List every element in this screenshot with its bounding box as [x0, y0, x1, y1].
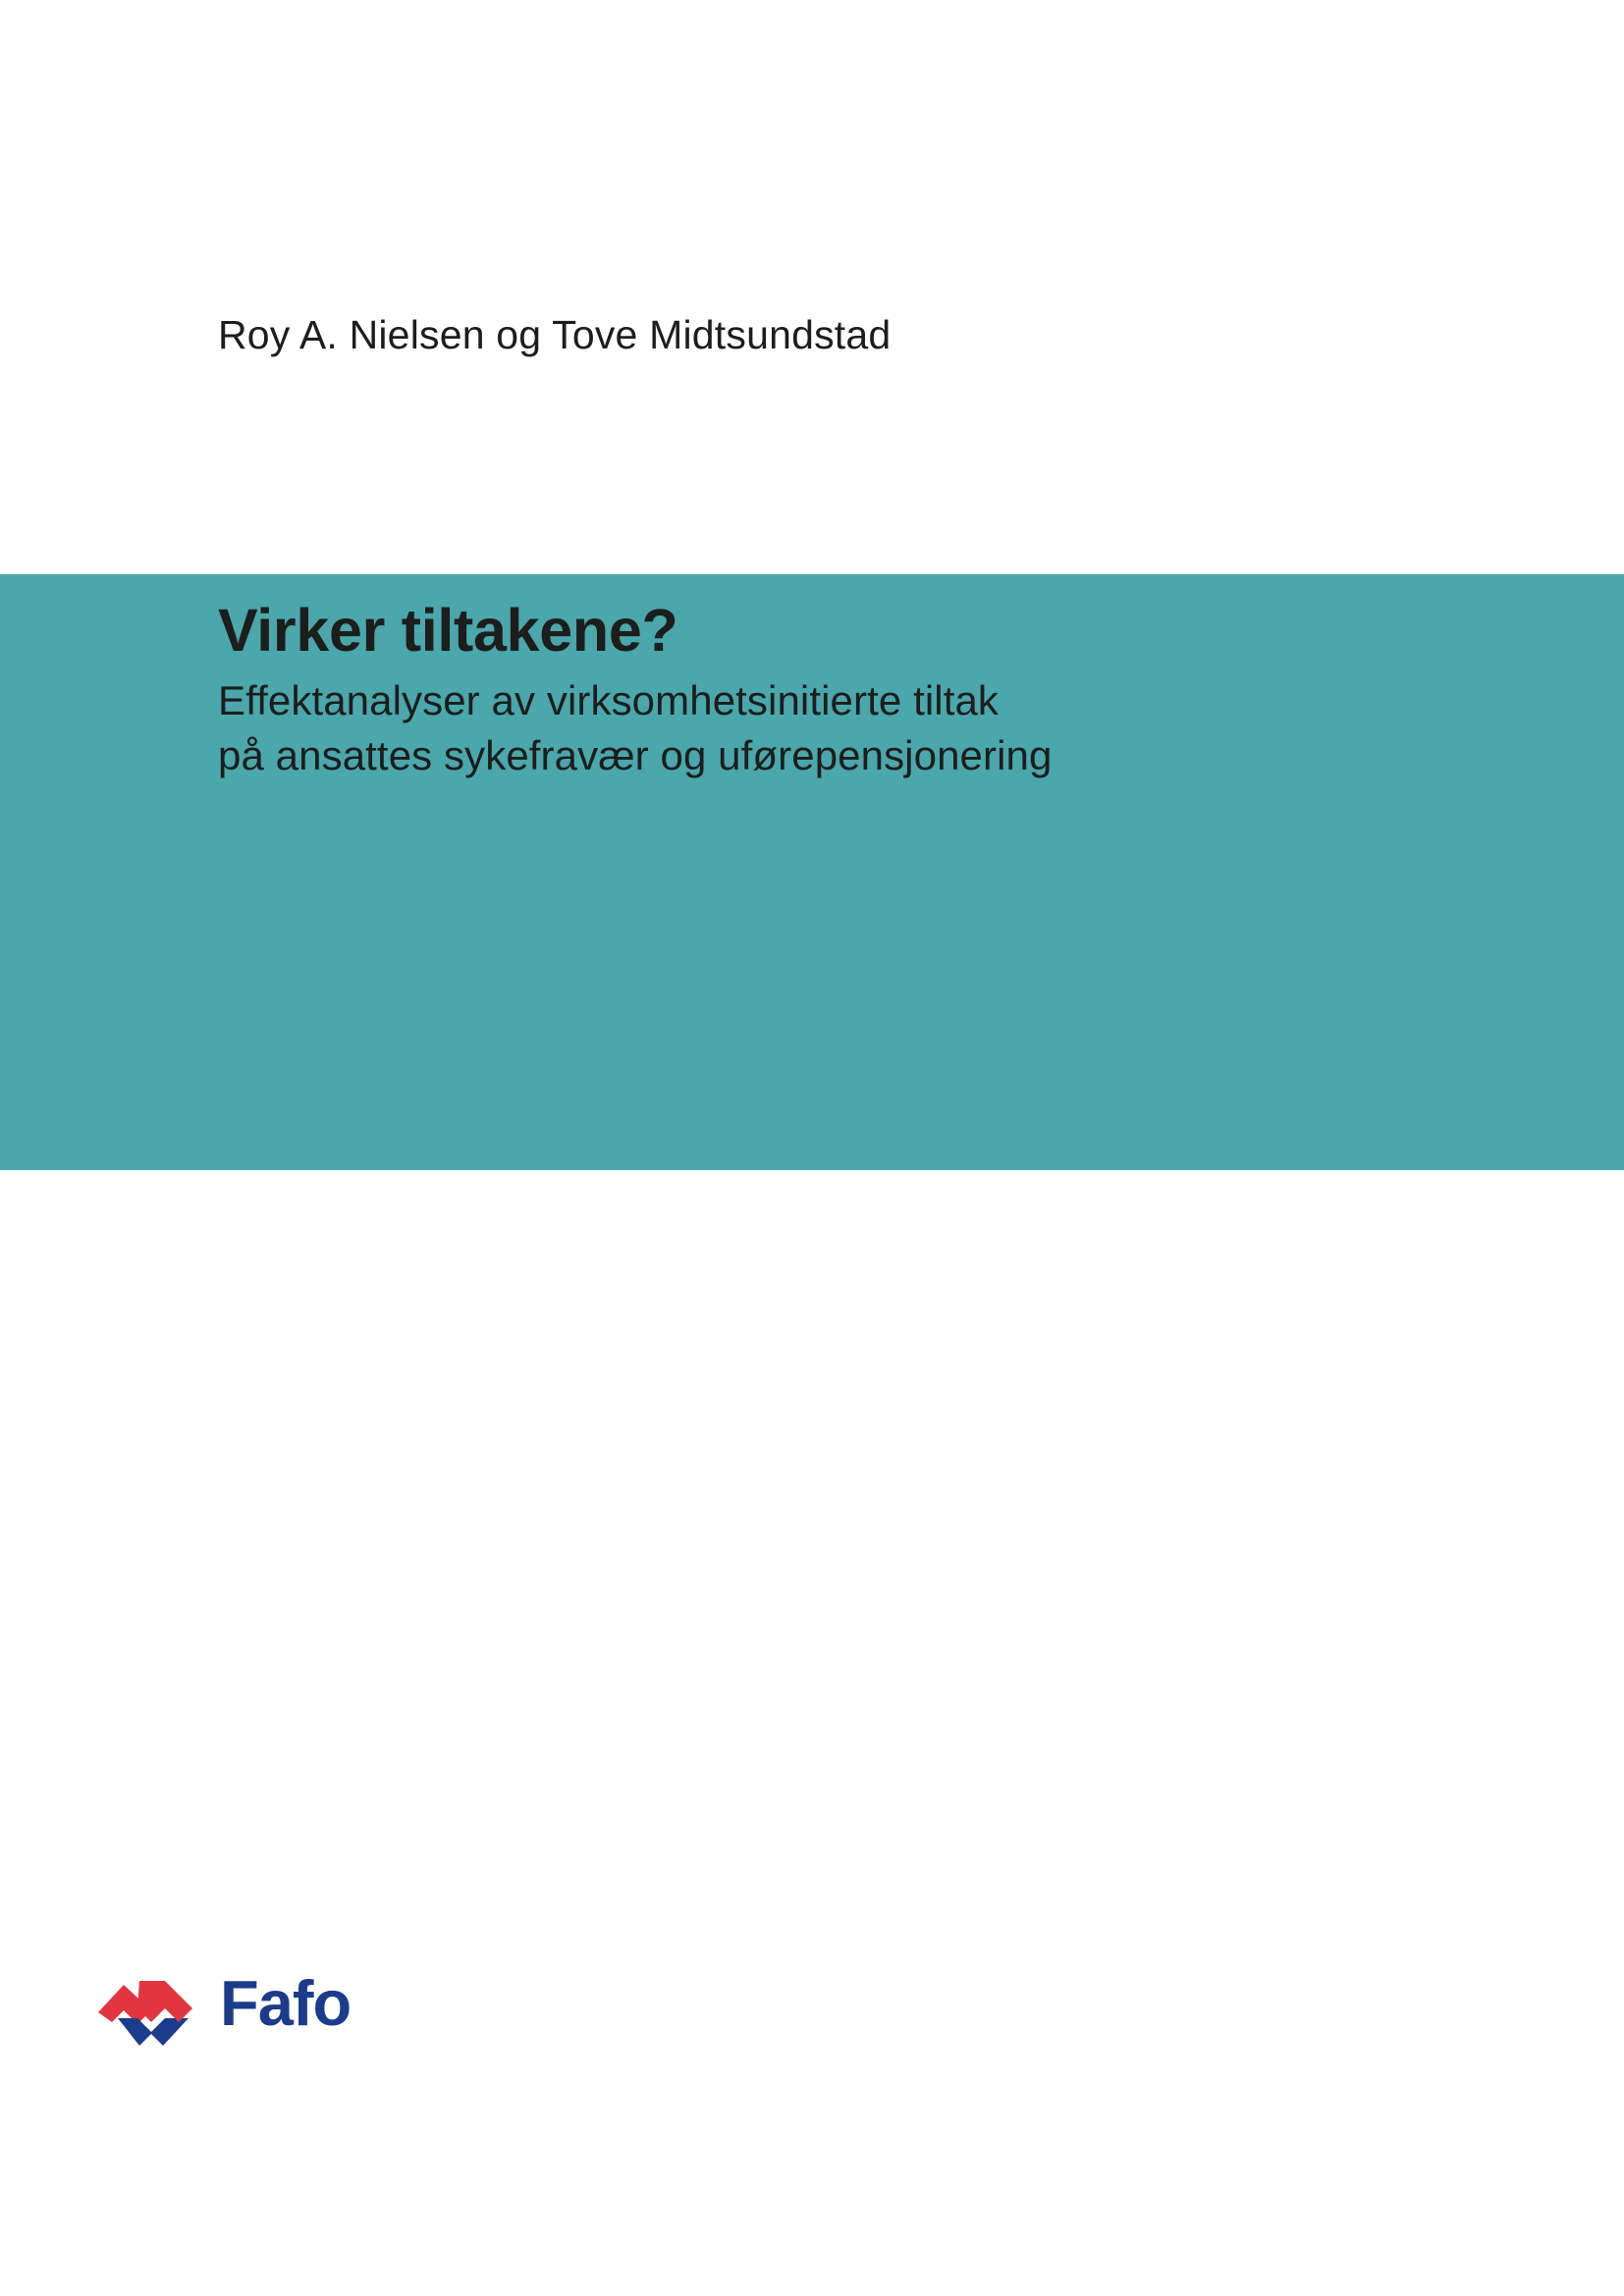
subtitle-line-1: Effektanalyser av virksomhetsinitierte tiltak — [218, 677, 1000, 724]
publisher-name: Fafo — [220, 1967, 352, 2039]
subtitle — [218, 673, 1396, 782]
page-title: Virker tiltakene? — [218, 597, 678, 664]
publisher-logo — [94, 1963, 379, 2066]
author-line: Roy A. Nielsen og Tove Midtsundstad — [218, 312, 892, 357]
title-block — [218, 597, 1396, 782]
fafo-logo-icon — [94, 1973, 222, 2052]
subtitle-line-2: på ansattes sykefravær og uførepensjonering — [218, 731, 1053, 778]
